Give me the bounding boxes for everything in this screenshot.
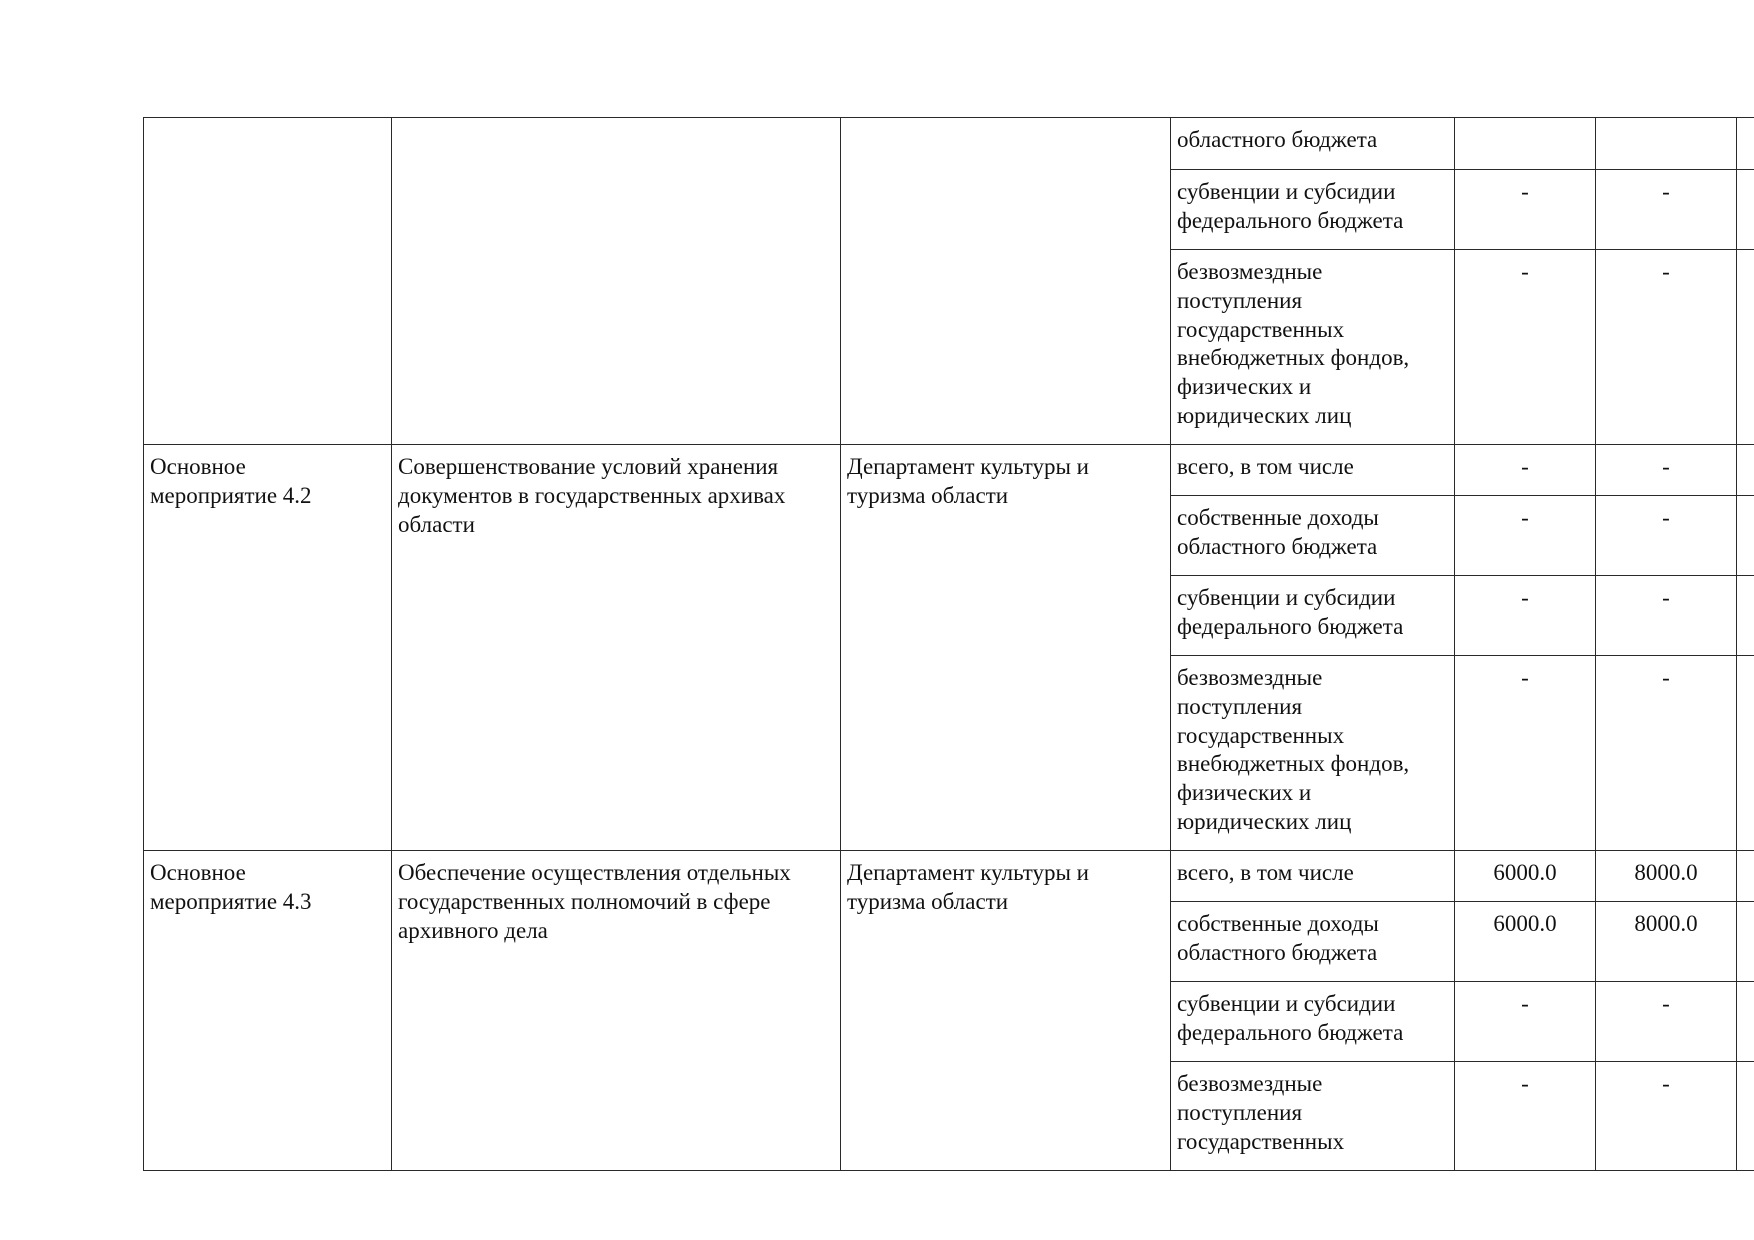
truncated-cell <box>1737 851 1754 902</box>
funding-source-cell: субвенции и субсидии федерального бюджета <box>1171 576 1455 656</box>
truncated-cell <box>1737 1062 1754 1171</box>
description-cell: Совершенствование условий хранения документов в государственных архивах области <box>392 445 841 851</box>
value-cell: 8000.0 <box>1596 851 1737 902</box>
funding-source-cell: субвенции и субсидии федерального бюджета <box>1171 982 1455 1062</box>
funding-source-cell: безвозмездные поступления государственных внебюджетных фондов, физических и юридических лиц <box>1171 250 1455 445</box>
value-cell: - <box>1455 445 1596 496</box>
value-cell <box>1596 118 1737 170</box>
executor-cell: Департамент культуры и туризма области <box>841 445 1171 851</box>
truncated-cell <box>1737 250 1754 445</box>
value-cell: - <box>1455 496 1596 576</box>
value-cell: - <box>1596 576 1737 656</box>
budget-table <box>143 117 1754 1171</box>
table-row <box>144 118 1754 170</box>
value-cell: - <box>1596 496 1737 576</box>
table-row <box>144 445 1754 496</box>
funding-source-cell: безвозмездные поступления государственных внебюджетных фондов, физических и юридических лиц <box>1171 656 1455 851</box>
value-cell: - <box>1455 250 1596 445</box>
truncated-cell <box>1737 445 1754 496</box>
funding-source-cell: собственные доходы областного бюджета <box>1171 496 1455 576</box>
funding-source-cell: областного бюджета <box>1171 118 1455 170</box>
value-cell: - <box>1455 982 1596 1062</box>
value-cell: 6000.0 <box>1455 851 1596 902</box>
funding-source-cell: субвенции и субсидии федерального бюджета <box>1171 170 1455 250</box>
executor-cell <box>841 118 1171 445</box>
truncated-cell <box>1737 496 1754 576</box>
funding-source-cell: безвозмездные поступления государственных <box>1171 1062 1455 1171</box>
event-cell <box>144 118 392 445</box>
event-cell: Основное мероприятие 4.2 <box>144 445 392 851</box>
description-cell: Обеспечение осуществления отдельных государственных полномочий в сфере архивного дела <box>392 851 841 1171</box>
truncated-cell <box>1737 170 1754 250</box>
event-cell: Основное мероприятие 4.3 <box>144 851 392 1171</box>
truncated-cell <box>1737 576 1754 656</box>
truncated-cell <box>1737 118 1754 170</box>
value-cell: 8000.0 <box>1596 902 1737 982</box>
value-cell: 6000.0 <box>1455 902 1596 982</box>
value-cell: - <box>1596 656 1737 851</box>
value-cell: - <box>1596 170 1737 250</box>
value-cell: - <box>1596 250 1737 445</box>
value-cell <box>1455 118 1596 170</box>
value-cell: - <box>1596 982 1737 1062</box>
funding-source-cell: собственные доходы областного бюджета <box>1171 902 1455 982</box>
value-cell: - <box>1596 445 1737 496</box>
value-cell: - <box>1596 1062 1737 1171</box>
truncated-cell <box>1737 982 1754 1062</box>
executor-cell: Департамент культуры и туризма области <box>841 851 1171 1171</box>
value-cell: - <box>1455 576 1596 656</box>
table-row <box>144 851 1754 902</box>
funding-source-cell: всего, в том числе <box>1171 445 1455 496</box>
description-cell <box>392 118 841 445</box>
value-cell: - <box>1455 1062 1596 1171</box>
truncated-cell <box>1737 656 1754 851</box>
value-cell: - <box>1455 170 1596 250</box>
truncated-cell <box>1737 902 1754 982</box>
value-cell: - <box>1455 656 1596 851</box>
funding-source-cell: всего, в том числе <box>1171 851 1455 902</box>
